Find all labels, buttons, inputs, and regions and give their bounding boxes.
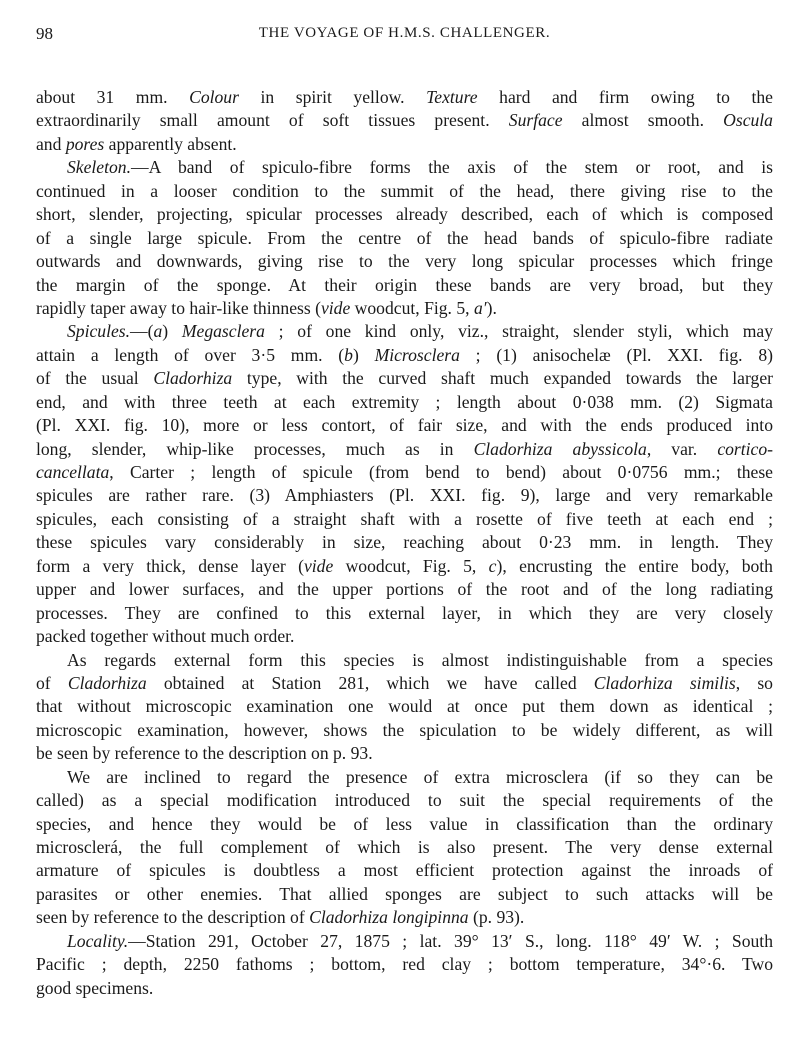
text-run: that without microscopic examination one would at once put them down as identical ; xyxy=(36,696,773,717)
text-run: rapidly taper away to hair-like thinness ( xyxy=(36,297,321,318)
text-line xyxy=(36,578,773,601)
text-line xyxy=(36,391,773,414)
text-line xyxy=(36,180,773,203)
italic-run: Surface xyxy=(508,110,563,131)
text-run: , Carter ; length of spicule (from bend to bend) about 0·0756 mm.; these xyxy=(109,462,773,482)
italic-run: c xyxy=(488,555,497,576)
italic-run: pores xyxy=(65,133,105,154)
italic-run: Microsclera xyxy=(374,344,460,365)
italic-run: vide xyxy=(320,297,351,318)
text-line xyxy=(36,836,773,859)
text-line xyxy=(36,930,773,953)
text-run: packed together without much order. xyxy=(36,626,295,647)
italic-run: a xyxy=(153,321,163,342)
italic-run: Megasclera xyxy=(181,321,265,342)
text-line xyxy=(36,297,773,320)
paragraph xyxy=(36,320,773,648)
text-run: ). xyxy=(486,297,497,318)
text-line xyxy=(36,883,773,906)
text-run: long, slender, whip-like processes, much as in xyxy=(36,438,474,459)
italic-run: Spicules. xyxy=(67,321,131,342)
text-line xyxy=(36,156,773,179)
text-run: of the usual xyxy=(36,368,154,389)
page-number: 98 xyxy=(36,24,53,43)
text-run: called) as a special modification introduced to suit the special requirements of the xyxy=(36,790,773,811)
text-line xyxy=(36,859,773,882)
paragraph xyxy=(36,86,773,156)
paragraph xyxy=(36,766,773,930)
text-run: microsclerá, the full complement of which is also present. The very dense external xyxy=(36,837,773,857)
text-line xyxy=(36,227,773,250)
text-run: the margin of the sponge. At their origin these bands are very broad, but they xyxy=(36,274,773,295)
text-run: —A band of spiculo-fibre forms the axis of the stem or root, and is xyxy=(131,157,773,178)
text-line xyxy=(36,531,773,554)
text-line xyxy=(36,766,773,789)
text-line xyxy=(36,813,773,836)
text-run: these spicules vary considerably in size, reaching about 0·23 mm. in length. They xyxy=(36,532,773,553)
text-run: end, and with three teeth at each extremity ; length about 0·038 mm. (2) Sigmata xyxy=(36,391,773,412)
text-run: , var. xyxy=(646,438,718,459)
text-line xyxy=(36,438,773,461)
italic-run: Oscula xyxy=(723,110,773,131)
text-line xyxy=(36,86,773,109)
text-run: of xyxy=(36,672,68,693)
italic-run: b xyxy=(344,344,353,365)
page-body xyxy=(36,86,773,1000)
text-run: ) xyxy=(162,321,182,342)
italic-run: Cladorhiza similis xyxy=(593,672,736,693)
text-run: We are inclined to regard the presence of extra microsclera (if so they can be xyxy=(67,766,773,787)
text-line xyxy=(36,274,773,297)
text-run: (p. 93). xyxy=(468,907,525,928)
text-line xyxy=(36,953,773,976)
italic-run: cortico- xyxy=(717,438,773,459)
text-run: armature of spicules is doubtless a most efficient protection against the inroads of xyxy=(36,860,773,881)
text-line xyxy=(36,367,773,390)
text-run: and xyxy=(36,133,66,154)
text-run: —Station 291, October 27, 1875 ; lat. 39° 13′ S., long. 118° 49′ W. ; South xyxy=(128,930,773,951)
italic-run: Locality. xyxy=(67,930,129,951)
text-run: ; (1) anisochelæ (Pl. XXI. fig. 8) xyxy=(459,344,773,365)
text-run: almost smooth. xyxy=(562,110,724,131)
text-run: in spirit yellow. xyxy=(238,87,427,107)
text-run: ) xyxy=(352,344,375,365)
text-run: apparently absent. xyxy=(104,133,237,154)
text-run: outwards and downwards, giving rise to the very long spicular processes which fringe xyxy=(36,251,773,272)
italic-run: Cladorhiza xyxy=(153,368,233,389)
text-run: good specimens. xyxy=(36,977,154,998)
text-line xyxy=(36,320,773,343)
text-run: hard and firm owing to the xyxy=(477,87,773,107)
text-run: spicules, each consisting of a straight shaft with a rosette of five teeth at each end ; xyxy=(36,508,773,529)
text-run: processes. They are confined to this external layer, in which they are very closely xyxy=(36,602,773,623)
text-line xyxy=(36,203,773,226)
text-run: upper and lower surfaces, and the upper portions of the root and of the long radiating xyxy=(36,579,773,600)
text-run: (Pl. XXI. fig. 10), more or less contort, of fair size, and with the ends produced into xyxy=(36,415,773,436)
text-line xyxy=(36,461,773,484)
text-line xyxy=(36,602,773,625)
text-line xyxy=(36,414,773,437)
text-line xyxy=(36,977,773,1000)
italic-run: cancellata xyxy=(36,462,110,482)
text-line xyxy=(36,344,773,367)
text-line xyxy=(36,672,773,695)
text-run: woodcut, Fig. 5, xyxy=(333,555,489,576)
paragraph xyxy=(36,649,773,766)
italic-run: Texture xyxy=(426,87,478,107)
text-run: species, and hence they would be of less value in classification than the ordinary xyxy=(36,813,773,834)
text-line xyxy=(36,250,773,273)
text-line xyxy=(36,649,773,672)
text-run: ), encrusting the entire body, both xyxy=(496,555,773,576)
text-run: microscopic examination, however, shows the spiculation to be widely different, as will xyxy=(36,719,773,740)
page-header xyxy=(36,24,773,48)
text-line xyxy=(36,508,773,531)
text-line xyxy=(36,695,773,718)
text-line xyxy=(36,625,773,648)
text-run: short, slender, projecting, spicular processes already described, each of which is composed xyxy=(36,204,773,225)
text-run: form a very thick, dense layer ( xyxy=(36,555,304,576)
text-run: about 31 mm. xyxy=(36,87,190,107)
text-line xyxy=(36,719,773,742)
running-title: THE VOYAGE OF H.M.S. CHALLENGER. xyxy=(258,25,551,41)
italic-run: Cladorhiza xyxy=(67,672,147,693)
italic-run: Cladorhiza abyssicola xyxy=(473,438,647,459)
text-line xyxy=(36,133,773,156)
italic-run: Colour xyxy=(189,87,239,107)
text-run: , so xyxy=(735,672,773,693)
italic-run: a′ xyxy=(473,297,487,318)
text-run: —( xyxy=(130,321,154,342)
paragraph xyxy=(36,930,773,1000)
text-line xyxy=(36,484,773,507)
text-run: parasites or other enemies. That allied sponges are subject to such attacks will be xyxy=(36,883,773,904)
text-run: obtained at Station 281, which we have called xyxy=(146,672,594,693)
text-line xyxy=(36,906,773,929)
text-run: continued in a looser condition to the summit of the head, there giving rise to the xyxy=(36,180,773,201)
text-run: ; of one kind only, viz., straight, slender styli, which may xyxy=(264,321,773,342)
text-run: of a single large spicule. From the centre of the head bands of spiculo-fibre radiate xyxy=(36,227,773,248)
text-run: attain a length of over 3·5 mm. ( xyxy=(36,344,345,365)
text-run: woodcut, Fig. 5, xyxy=(350,297,474,318)
italic-run: vide xyxy=(303,555,334,576)
text-line xyxy=(36,555,773,578)
text-run: Pacific ; depth, 2250 fathoms ; bottom, red clay ; bottom temperature, 34°·6. Two xyxy=(36,954,773,975)
text-run: As regards external form this species is almost indistinguishable from a species xyxy=(67,649,773,670)
text-run: seen by reference to the description of xyxy=(36,907,310,928)
text-line xyxy=(36,109,773,132)
paragraph xyxy=(36,156,773,320)
italic-run: Cladorhiza longipinna xyxy=(309,907,469,928)
text-line xyxy=(36,789,773,812)
text-line xyxy=(36,742,773,765)
text-run: spicules are rather rare. (3) Amphiasters (Pl. XXI. fig. 9), large and very remarkable xyxy=(36,485,773,506)
italic-run: Skeleton. xyxy=(67,157,131,178)
text-run: extraordinarily small amount of soft tissues present. xyxy=(36,110,509,131)
text-run: be seen by reference to the description on p. 93. xyxy=(36,743,373,764)
text-run: type, with the curved shaft much expanded towards the larger xyxy=(232,368,773,389)
